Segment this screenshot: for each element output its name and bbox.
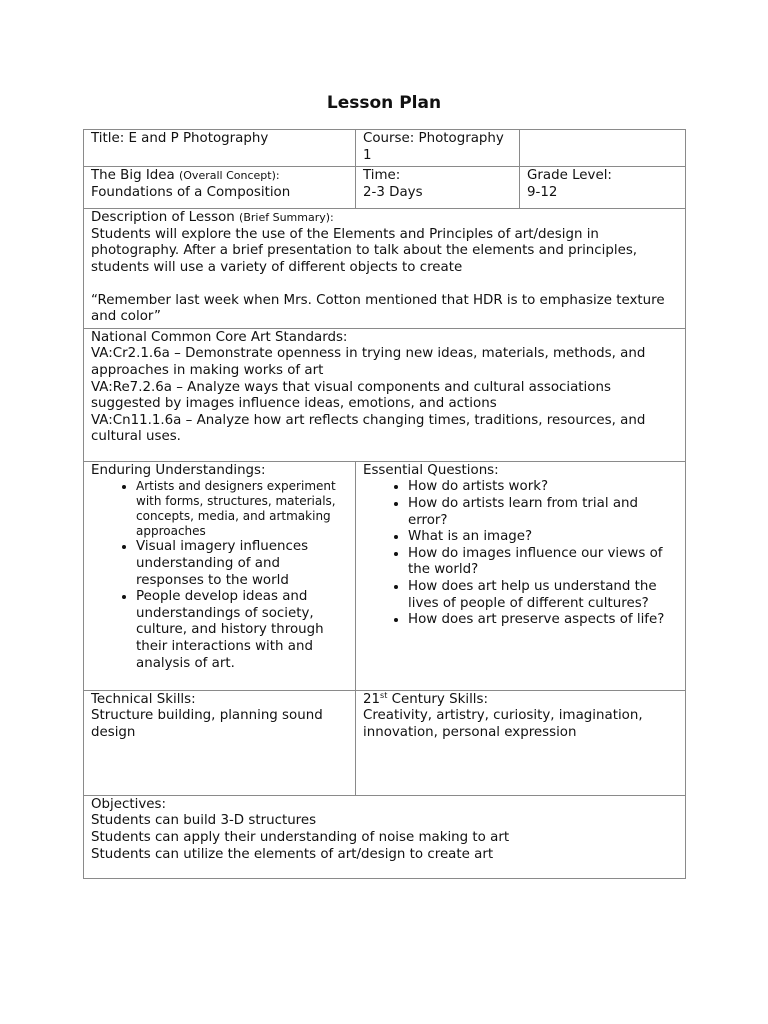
list-item: • Artists and designers experiment with forms, structures, materials, concepts, media, and artmaking approaches xyxy=(136,479,348,539)
objectives-cell xyxy=(84,795,686,878)
course-name: Course: Photography 1 xyxy=(363,131,504,163)
list-item: • What is an image? xyxy=(408,529,678,546)
list-item: • How does art preserve aspects of life? xyxy=(408,612,678,629)
empty-cell xyxy=(520,130,686,167)
description-note: (Brief Summary): xyxy=(239,211,334,225)
list-item: • How do images influence our views of the world? xyxy=(408,546,678,579)
grade-cell xyxy=(520,167,686,209)
list-item: • Visual imagery influences understanding of and responses to the world xyxy=(136,539,348,589)
big-idea-value: Foundations of a Composition xyxy=(91,184,291,200)
description-quote: “Remember last week when Mrs. Cotton mentioned that HDR is to emphasize texture and color” xyxy=(91,292,665,325)
technical-value: Structure building, planning sound design xyxy=(91,708,323,740)
essential-label: Essential Questions: xyxy=(363,462,499,478)
understandings-row xyxy=(84,461,686,690)
enduring-list xyxy=(91,479,348,672)
century-cell xyxy=(356,690,686,795)
big-idea-cell xyxy=(84,167,356,209)
description-spacer xyxy=(91,277,678,293)
objectives-row xyxy=(84,795,686,878)
standard-item: VA:Re7.2.6a – Analyze ways that visual components and cultural associations suggested by images influence ideas, emotions, and actions xyxy=(91,379,611,412)
title-cell xyxy=(84,130,356,167)
standard-item: VA:Cn11.1.6a – Analyze how art reflects changing times, traditions, resources, and cultural uses. xyxy=(91,412,646,445)
century-suffix: st xyxy=(380,690,388,700)
century-heading xyxy=(363,692,678,709)
grade-label: Grade Level: xyxy=(527,168,612,184)
objectives-label: Objectives: xyxy=(91,796,166,812)
course-cell xyxy=(356,130,520,167)
time-value: 2-3 Days xyxy=(363,184,423,200)
list-item: • People develop ideas and understandings of society, culture, and history through their interactions with and analysis of art. xyxy=(136,589,348,672)
lesson-title: Title: E and P Photography xyxy=(91,131,269,146)
big-idea-row xyxy=(84,167,686,209)
standards-row xyxy=(84,328,686,461)
header-row xyxy=(84,130,686,167)
description-body: Students will explore the use of the Elements and Principles of art/design in photography. After a brief presentation to talk about the elements and principles, students will use a variety of different objects to create xyxy=(91,226,638,275)
enduring-cell xyxy=(84,461,356,690)
list-item: • How does art help us understand the lives of people of different cultures? xyxy=(408,579,678,612)
description-label: Description of Lesson xyxy=(91,210,240,226)
big-idea-note: (Overall Concept): xyxy=(178,169,280,183)
description-cell xyxy=(84,209,686,329)
century-label: Century Skills: xyxy=(387,691,489,707)
big-idea-label: The Big Idea xyxy=(91,168,179,184)
technical-cell xyxy=(84,690,356,795)
grade-value: 9-12 xyxy=(527,184,558,200)
objective-item: Students can build 3-D structures xyxy=(91,813,317,829)
objective-item: Students can utilize the elements of art/design to create art xyxy=(91,846,494,862)
century-number: 21 xyxy=(363,691,381,707)
enduring-label: Enduring Understandings: xyxy=(91,462,266,478)
time-label: Time: xyxy=(363,168,401,184)
time-cell xyxy=(356,167,520,209)
page-title: Lesson Plan xyxy=(326,93,442,113)
lesson-plan-table xyxy=(83,129,686,879)
essential-cell xyxy=(356,461,686,690)
description-row xyxy=(84,209,686,329)
technical-label: Technical Skills: xyxy=(91,691,196,707)
essential-list xyxy=(363,479,678,628)
century-value: Creativity, artistry, curiosity, imagination, innovation, personal expression xyxy=(363,708,643,740)
skills-row xyxy=(84,690,686,795)
standards-label: National Common Core Art Standards: xyxy=(91,329,348,345)
list-item: • How do artists learn from trial and error? xyxy=(408,496,678,529)
objective-item: Students can apply their understanding of noise making to art xyxy=(91,829,510,845)
standards-cell xyxy=(84,328,686,461)
standard-item: VA:Cr2.1.6a – Demonstrate openness in trying new ideas, materials, methods, and approaches in making works of art xyxy=(91,346,646,378)
list-item: • How do artists work? xyxy=(408,479,678,496)
